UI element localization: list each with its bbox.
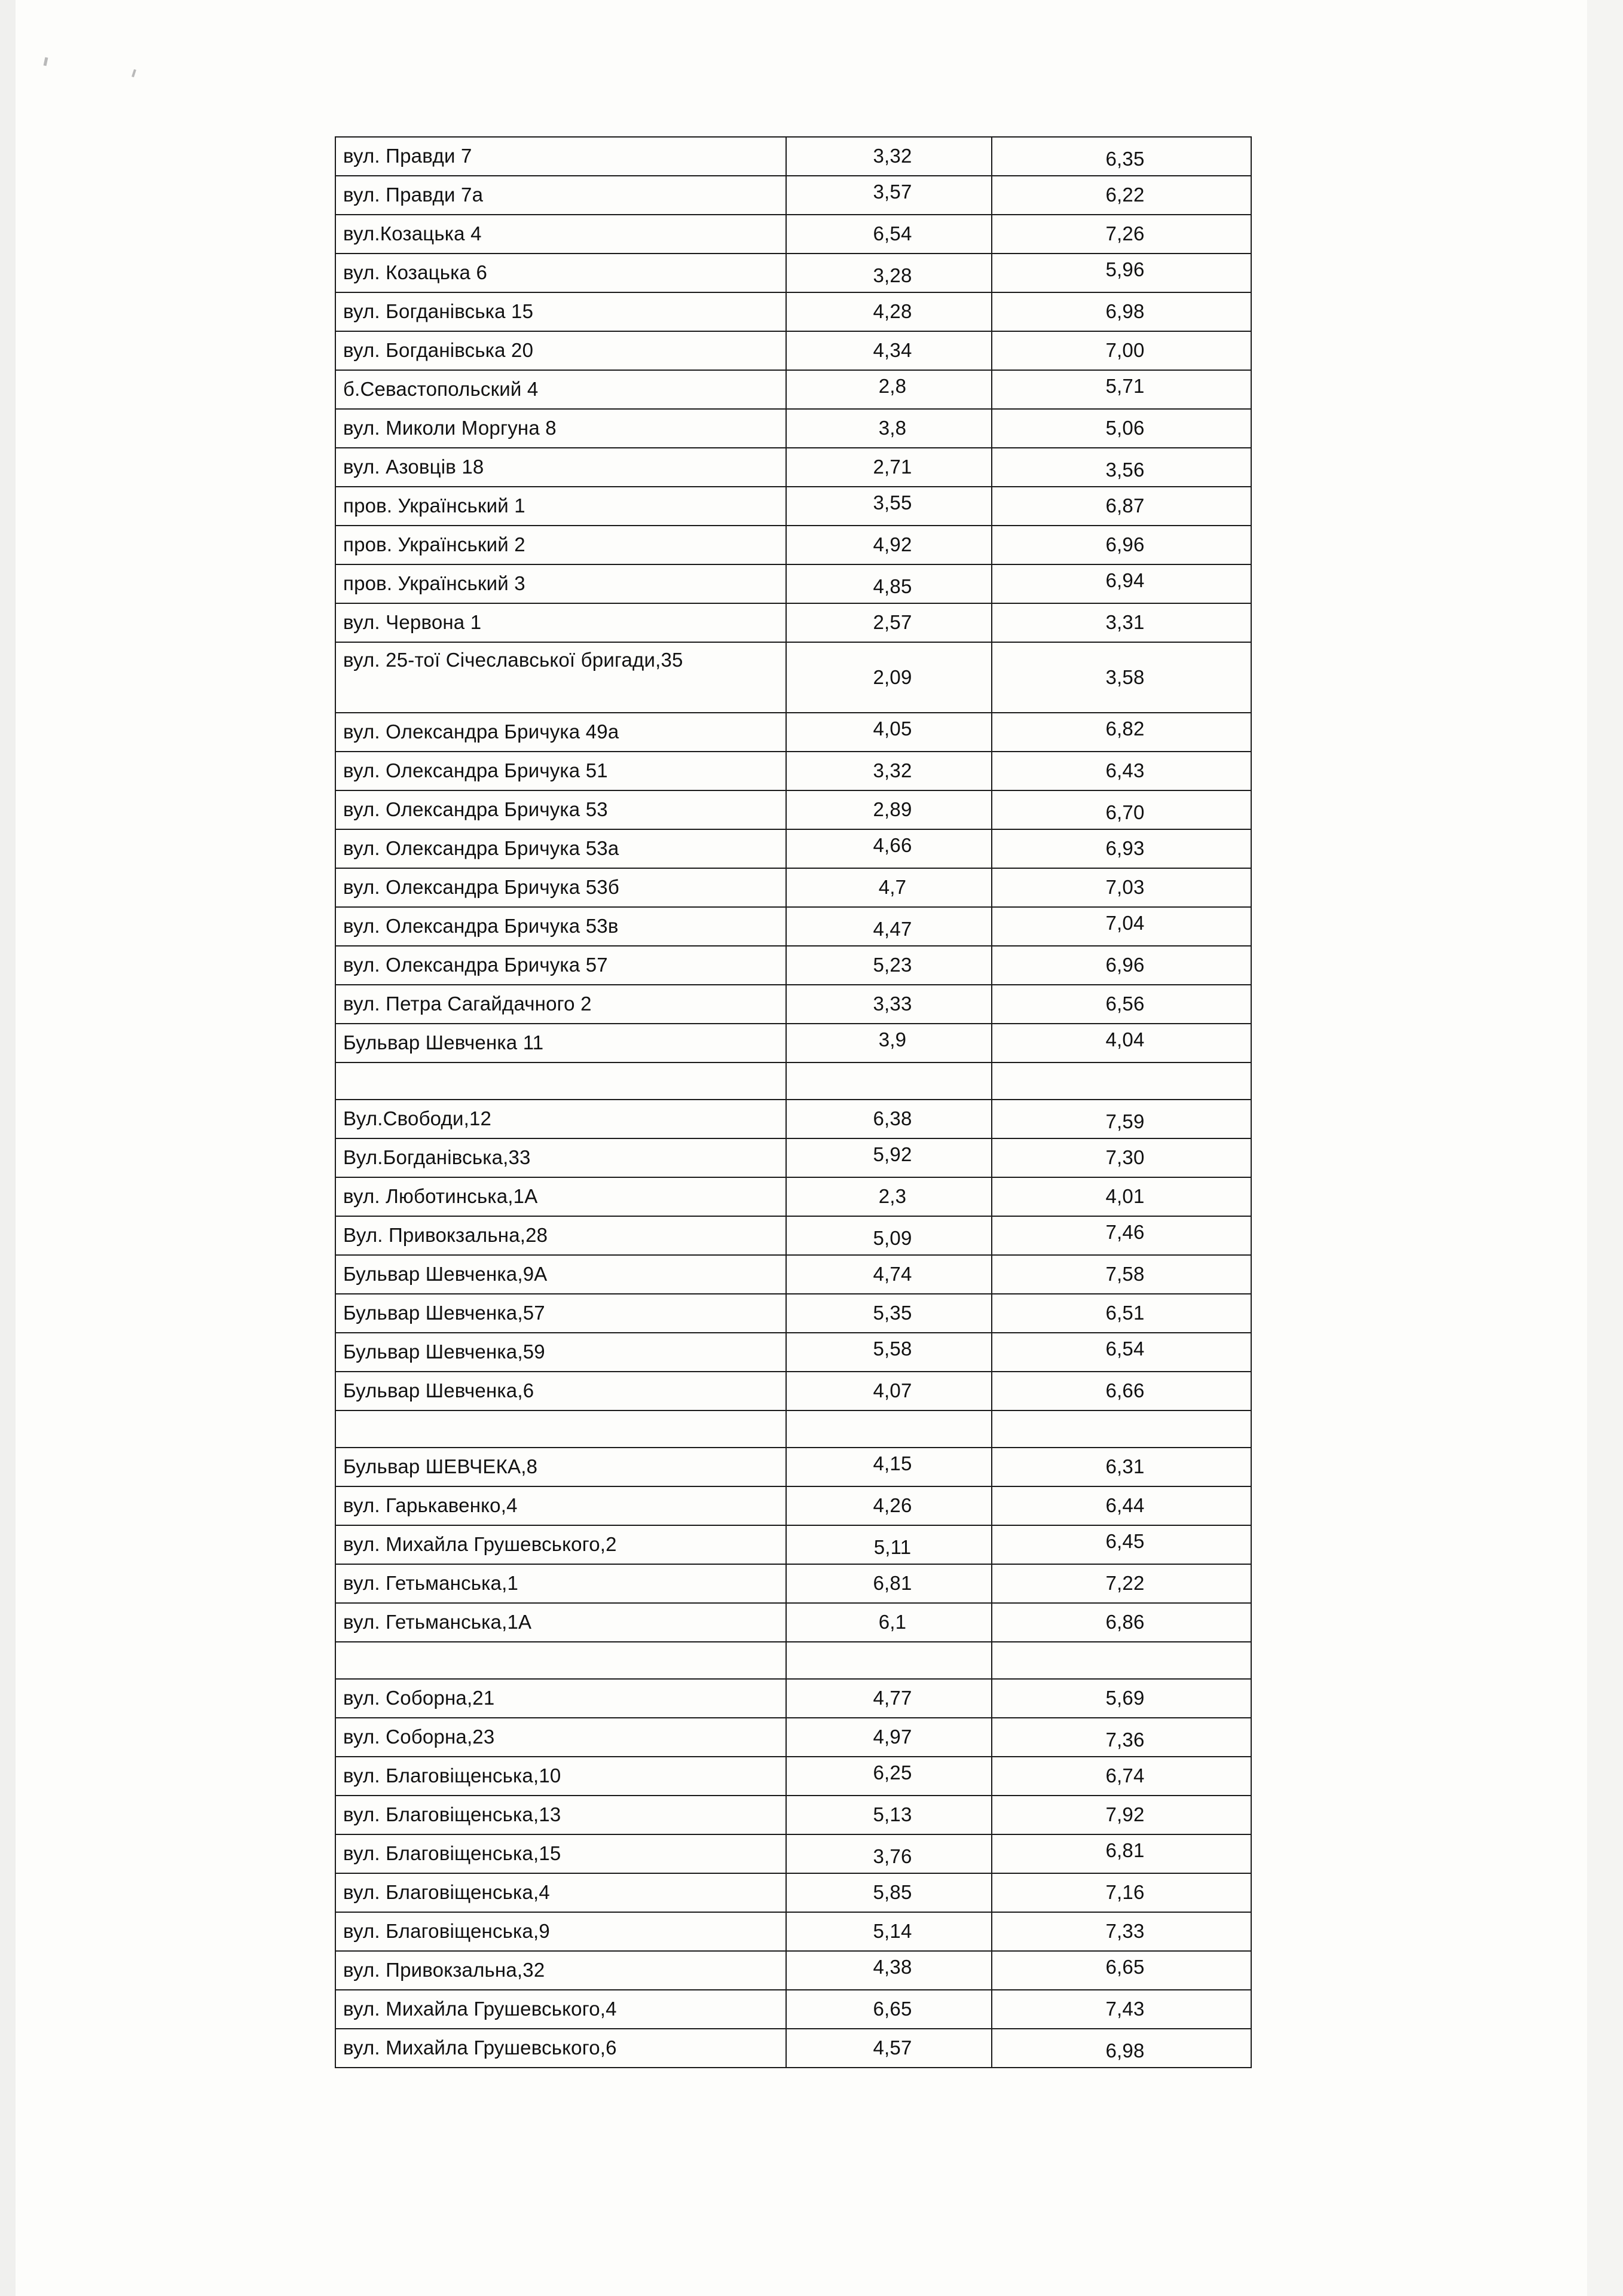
table-row: [335, 1410, 1251, 1448]
value-2-text: 3,56: [1105, 459, 1145, 481]
cell-value-2: [992, 1718, 1251, 1757]
cell-value-1: [786, 1216, 992, 1255]
cell-value-1: [786, 829, 992, 868]
value-1-text: 3,32: [873, 759, 912, 782]
cell-address: пров. Український 2: [335, 526, 786, 564]
value-2-text: 7,30: [1105, 1146, 1145, 1169]
cell-address: вул. Гетьманська,1А: [335, 1603, 786, 1642]
table-row: [335, 907, 1251, 946]
cell-value-2: [992, 1951, 1251, 1990]
value-2-text: 4,04: [1105, 1028, 1145, 1051]
cell-address: вул. Михайла Грушевського,4: [335, 1990, 786, 2029]
table-row: [335, 752, 1251, 790]
value-2-text: 6,66: [1105, 1379, 1145, 1402]
cell-address: Бульвар ШЕВЧЕКА,8: [335, 1448, 786, 1486]
table-row: [335, 487, 1251, 526]
value-1-text: 3,33: [873, 993, 912, 1015]
value-1-text: 5,14: [873, 1920, 912, 1943]
cell-value-1: [786, 1024, 992, 1062]
value-2-text: 7,58: [1105, 1263, 1145, 1286]
table-row: [335, 1718, 1251, 1757]
table-row: [335, 215, 1251, 254]
cell-value-1: [786, 1679, 992, 1718]
cell-value-2: [992, 2029, 1251, 2068]
table-row: [335, 1372, 1251, 1410]
cell-address: вул. Михайла Грушевського,2: [335, 1525, 786, 1564]
cell-value-2: [992, 448, 1251, 487]
cell-address: вул. Олександра Бричука 57: [335, 946, 786, 985]
cell-value-1: [786, 370, 992, 409]
value-1-text: 5,58: [873, 1338, 912, 1360]
cell-address: вул. Благовіщенська,9: [335, 1912, 786, 1951]
cell-address: [335, 1410, 786, 1448]
cell-address: вул. 25-тої Січеславської бригади,35: [335, 642, 786, 713]
cell-address: вул. Благовіщенська,13: [335, 1796, 786, 1834]
cell-value-1: [786, 137, 992, 176]
table-row: [335, 331, 1251, 370]
value-2-text: 7,33: [1105, 1920, 1145, 1943]
value-1-text: 4,28: [873, 300, 912, 323]
value-2-text: 6,98: [1105, 300, 1145, 323]
value-2-text: 6,96: [1105, 954, 1145, 976]
cell-address: вул. Михайла Грушевського,6: [335, 2029, 786, 2068]
value-2-text: 7,36: [1105, 1729, 1145, 1751]
cell-address: Вул. Привокзальна,28: [335, 1216, 786, 1255]
cell-value-1: [786, 1873, 992, 1912]
table-row: [335, 409, 1251, 448]
value-1-text: 2,71: [873, 456, 912, 478]
cell-value-2: [992, 1796, 1251, 1834]
value-2-text: 6,44: [1105, 1494, 1145, 1517]
cell-value-1: [786, 1796, 992, 1834]
table-row: [335, 176, 1251, 215]
value-1-text: 3,8: [878, 417, 907, 439]
cell-value-1: [786, 448, 992, 487]
cell-address: вул. Олександра Бричука 53а: [335, 829, 786, 868]
value-1-text: 5,13: [873, 1803, 912, 1826]
cell-value-2: [992, 1679, 1251, 1718]
value-2-text: 7,03: [1105, 876, 1145, 899]
cell-address: Бульвар Шевченка,9А: [335, 1255, 786, 1294]
value-1-text: 3,28: [873, 264, 912, 287]
cell-address: вул. Олександра Бричука 53в: [335, 907, 786, 946]
cell-address: Бульвар Шевченка,57: [335, 1294, 786, 1333]
table-row: [335, 1873, 1251, 1912]
table-row: [335, 1564, 1251, 1603]
cell-address: вул. Гетьманська,1: [335, 1564, 786, 1603]
value-2-text: 7,16: [1105, 1881, 1145, 1904]
cell-value-1: [786, 254, 992, 292]
cell-value-2: [992, 331, 1251, 370]
table-row: [335, 1912, 1251, 1951]
table-row: [335, 564, 1251, 603]
cell-value-2: [992, 370, 1251, 409]
value-2-text: 5,96: [1105, 258, 1145, 281]
table-row: [335, 790, 1251, 829]
cell-value-1: [786, 1564, 992, 1603]
value-2-text: 7,00: [1105, 339, 1145, 362]
cell-value-2: [992, 868, 1251, 907]
table-row: [335, 370, 1251, 409]
cell-address: б.Севастопольский 4: [335, 370, 786, 409]
value-1-text: 4,97: [873, 1726, 912, 1748]
table-row: [335, 1603, 1251, 1642]
cell-value-1: [786, 1255, 992, 1294]
cell-value-1: [786, 642, 992, 713]
value-2-text: 5,71: [1105, 375, 1145, 398]
value-1-text: 4,15: [873, 1452, 912, 1475]
table-row: [335, 1255, 1251, 1294]
cell-value-1: [786, 985, 992, 1024]
cell-value-1: [786, 1486, 992, 1525]
value-1-text: 4,7: [878, 876, 907, 899]
cell-value-2: [992, 829, 1251, 868]
cell-address: вул. Червона 1: [335, 603, 786, 642]
cell-value-1: [786, 487, 992, 526]
value-1-text: 6,38: [873, 1107, 912, 1130]
table-row: [335, 1024, 1251, 1062]
value-2-text: 6,70: [1105, 801, 1145, 824]
value-2-text: 6,56: [1105, 993, 1145, 1015]
cell-value-2: [992, 790, 1251, 829]
value-2-text: 6,22: [1105, 184, 1145, 206]
cell-value-2: [992, 137, 1251, 176]
cell-address: вул. Миколи Моргуна 8: [335, 409, 786, 448]
cell-value-1: [786, 1138, 992, 1177]
address-values-table-container: [335, 136, 1225, 2068]
table-row: [335, 1448, 1251, 1486]
cell-value-1: [786, 1062, 992, 1100]
value-1-text: 4,92: [873, 533, 912, 556]
cell-value-1: [786, 1642, 992, 1679]
value-2-text: 7,46: [1105, 1221, 1145, 1244]
value-1-text: 5,09: [873, 1227, 912, 1250]
value-1-text: 6,1: [878, 1611, 907, 1634]
value-1-text: 4,05: [873, 718, 912, 740]
cell-address: вул. Благовіщенська,4: [335, 1873, 786, 1912]
value-2-text: 6,96: [1105, 533, 1145, 556]
cell-value-2: [992, 1834, 1251, 1873]
cell-value-1: [786, 1757, 992, 1796]
value-2-text: 6,31: [1105, 1455, 1145, 1478]
value-1-text: 4,34: [873, 339, 912, 362]
cell-value-2: [992, 752, 1251, 790]
value-1-text: 4,47: [873, 918, 912, 941]
table-row: [335, 1486, 1251, 1525]
cell-value-2: [992, 1990, 1251, 2029]
value-2-text: 6,74: [1105, 1764, 1145, 1787]
value-1-text: 3,55: [873, 491, 912, 514]
value-2-text: 5,69: [1105, 1687, 1145, 1709]
cell-value-1: [786, 1834, 992, 1873]
cell-value-2: [992, 1410, 1251, 1448]
cell-address: вул. Азовців 18: [335, 448, 786, 487]
table-row: [335, 254, 1251, 292]
cell-value-1: [786, 1990, 992, 2029]
value-1-text: 4,26: [873, 1494, 912, 1517]
cell-address: вул. Олександра Бричука 49а: [335, 713, 786, 752]
cell-value-1: [786, 1410, 992, 1448]
value-2-text: 6,51: [1105, 1302, 1145, 1324]
cell-value-2: [992, 564, 1251, 603]
cell-address: вул. Правди 7: [335, 137, 786, 176]
value-2-text: 7,22: [1105, 1572, 1145, 1595]
value-1-text: 2,57: [873, 611, 912, 634]
value-1-text: 6,54: [873, 222, 912, 245]
table-row: [335, 1679, 1251, 1718]
value-1-text: 6,81: [873, 1572, 912, 1595]
cell-value-2: [992, 985, 1251, 1024]
cell-value-2: [992, 526, 1251, 564]
table-row: [335, 1100, 1251, 1138]
address-values-table: [335, 136, 1252, 2068]
value-1-text: 6,25: [873, 1761, 912, 1784]
cell-value-2: [992, 1100, 1251, 1138]
cell-value-2: [992, 1525, 1251, 1564]
cell-value-2: [992, 713, 1251, 752]
value-1-text: 4,85: [873, 575, 912, 598]
value-2-text: 6,86: [1105, 1611, 1145, 1634]
cell-value-1: [786, 868, 992, 907]
cell-value-2: [992, 1912, 1251, 1951]
value-2-text: 6,45: [1105, 1530, 1145, 1553]
cell-value-2: [992, 254, 1251, 292]
cell-value-2: [992, 1333, 1251, 1372]
cell-address: вул. Правди 7а: [335, 176, 786, 215]
cell-value-1: [786, 409, 992, 448]
cell-value-1: [786, 1525, 992, 1564]
table-row: [335, 603, 1251, 642]
value-2-text: 7,59: [1105, 1110, 1145, 1133]
table-row: [335, 1062, 1251, 1100]
cell-value-2: [992, 1024, 1251, 1062]
cell-address: вул. Соборна,23: [335, 1718, 786, 1757]
table-row: [335, 1951, 1251, 1990]
value-1-text: 3,76: [873, 1845, 912, 1868]
cell-value-1: [786, 713, 992, 752]
cell-value-2: [992, 946, 1251, 985]
value-1-text: 4,57: [873, 2037, 912, 2059]
cell-address: Бульвар Шевченка,59: [335, 1333, 786, 1372]
cell-value-1: [786, 1177, 992, 1216]
value-2-text: 4,01: [1105, 1185, 1145, 1208]
cell-value-1: [786, 564, 992, 603]
cell-value-2: [992, 1448, 1251, 1486]
table-row: [335, 1525, 1251, 1564]
cell-value-2: [992, 1372, 1251, 1410]
cell-value-2: [992, 1062, 1251, 1100]
table-row: [335, 829, 1251, 868]
table-row: [335, 868, 1251, 907]
table-row: [335, 137, 1251, 176]
value-2-text: 6,65: [1105, 1956, 1145, 1979]
cell-value-2: [992, 409, 1251, 448]
value-2-text: 6,98: [1105, 2039, 1145, 2062]
cell-value-1: [786, 1333, 992, 1372]
table-row: [335, 985, 1251, 1024]
table-row: [335, 1834, 1251, 1873]
cell-value-2: [992, 1757, 1251, 1796]
value-2-text: 7,04: [1105, 912, 1145, 935]
value-2-text: 6,93: [1105, 837, 1145, 860]
cell-address: вул. Олександра Бричука 53б: [335, 868, 786, 907]
value-1-text: 4,74: [873, 1263, 912, 1286]
value-1-text: 2,89: [873, 798, 912, 821]
value-2-text: 6,43: [1105, 759, 1145, 782]
cell-value-2: [992, 1138, 1251, 1177]
value-2-text: 3,31: [1105, 611, 1145, 634]
value-1-text: 5,11: [873, 1536, 912, 1559]
cell-address: Бульвар Шевченка,6: [335, 1372, 786, 1410]
value-1-text: 2,3: [878, 1185, 907, 1208]
cell-address: вул. Петра Сагайдачного 2: [335, 985, 786, 1024]
cell-value-2: [992, 215, 1251, 254]
value-2-text: 6,81: [1105, 1839, 1145, 1862]
cell-value-2: [992, 176, 1251, 215]
cell-value-1: [786, 176, 992, 215]
cell-address: вул.Козацька 4: [335, 215, 786, 254]
cell-value-1: [786, 2029, 992, 2068]
table-body: [335, 137, 1251, 2068]
value-2-text: 6,82: [1105, 718, 1145, 740]
table-row: [335, 448, 1251, 487]
cell-address: вул. Олександра Бричука 51: [335, 752, 786, 790]
cell-value-2: [992, 1255, 1251, 1294]
value-2-text: 7,92: [1105, 1803, 1145, 1826]
value-2-text: 7,26: [1105, 222, 1145, 245]
value-1-text: 5,85: [873, 1881, 912, 1904]
table-row: [335, 292, 1251, 331]
table-row: [335, 1757, 1251, 1796]
cell-address: Вул.Свободи,12: [335, 1100, 786, 1138]
table-row: [335, 2029, 1251, 2068]
cell-value-2: [992, 642, 1251, 713]
value-2-text: 3,58: [1105, 665, 1145, 688]
value-2-text: 6,94: [1105, 569, 1145, 592]
cell-value-1: [786, 292, 992, 331]
value-2-text: 5,06: [1105, 417, 1145, 439]
table-row: [335, 526, 1251, 564]
value-1-text: 4,38: [873, 1956, 912, 1979]
table-row: [335, 1294, 1251, 1333]
cell-value-2: [992, 1177, 1251, 1216]
value-1-text: 6,65: [873, 1998, 912, 2020]
cell-address: вул. Гарькавенко,4: [335, 1486, 786, 1525]
value-1-text: 5,23: [873, 954, 912, 976]
value-1-text: 2,09: [873, 665, 912, 688]
cell-address: вул. Соборна,21: [335, 1679, 786, 1718]
cell-address: вул. Козацька 6: [335, 254, 786, 292]
cell-address: пров. Український 1: [335, 487, 786, 526]
cell-value-2: [992, 1294, 1251, 1333]
cell-value-2: [992, 1216, 1251, 1255]
cell-address: вул. Олександра Бричука 53: [335, 790, 786, 829]
cell-value-2: [992, 1564, 1251, 1603]
cell-value-1: [786, 1912, 992, 1951]
cell-value-2: [992, 1603, 1251, 1642]
cell-value-2: [992, 1642, 1251, 1679]
cell-value-1: [786, 907, 992, 946]
cell-address: Бульвар Шевченка 11: [335, 1024, 786, 1062]
table-row: [335, 1138, 1251, 1177]
cell-value-1: [786, 946, 992, 985]
value-2-text: 6,35: [1105, 148, 1145, 170]
cell-address: пров. Український 3: [335, 564, 786, 603]
cell-address: [335, 1062, 786, 1100]
cell-address: Вул.Богданівська,33: [335, 1138, 786, 1177]
value-1-text: 5,92: [873, 1143, 912, 1166]
table-row: [335, 946, 1251, 985]
cell-value-2: [992, 487, 1251, 526]
table-row: [335, 1642, 1251, 1679]
page-left-edge: [0, 0, 16, 2296]
table-row: [335, 1216, 1251, 1255]
table-row: [335, 642, 1251, 713]
value-1-text: 3,9: [878, 1028, 907, 1051]
value-1-text: 4,66: [873, 834, 912, 857]
value-1-text: 4,07: [873, 1379, 912, 1402]
value-1-text: 4,77: [873, 1687, 912, 1709]
cell-value-1: [786, 603, 992, 642]
cell-value-2: [992, 907, 1251, 946]
cell-address: вул. Благовіщенська,10: [335, 1757, 786, 1796]
table-row: [335, 1796, 1251, 1834]
cell-value-2: [992, 292, 1251, 331]
cell-value-1: [786, 526, 992, 564]
cell-value-1: [786, 1100, 992, 1138]
table-row: [335, 1177, 1251, 1216]
value-2-text: 7,43: [1105, 1998, 1145, 2020]
page-right-edge: [1587, 0, 1623, 2296]
cell-value-2: [992, 1486, 1251, 1525]
cell-value-1: [786, 215, 992, 254]
cell-address: вул. Благовіщенська,15: [335, 1834, 786, 1873]
cell-value-2: [992, 1873, 1251, 1912]
value-1-text: 3,57: [873, 181, 912, 203]
cell-value-1: [786, 1951, 992, 1990]
cell-value-1: [786, 1603, 992, 1642]
value-1-text: 2,8: [878, 375, 907, 398]
cell-value-1: [786, 1372, 992, 1410]
cell-address: вул. Богданівська 15: [335, 292, 786, 331]
value-2-text: 6,87: [1105, 494, 1145, 517]
cell-value-1: [786, 1718, 992, 1757]
value-2-text: 6,54: [1105, 1338, 1145, 1360]
table-row: [335, 1990, 1251, 2029]
table-row: [335, 713, 1251, 752]
cell-address: [335, 1642, 786, 1679]
cell-value-1: [786, 1294, 992, 1333]
cell-value-2: [992, 603, 1251, 642]
value-1-text: 5,35: [873, 1302, 912, 1324]
cell-address: вул. Люботинська,1А: [335, 1177, 786, 1216]
cell-value-1: [786, 331, 992, 370]
cell-value-1: [786, 1448, 992, 1486]
table-row: [335, 1333, 1251, 1372]
cell-address: вул. Привокзальна,32: [335, 1951, 786, 1990]
cell-address: вул. Богданівська 20: [335, 331, 786, 370]
value-1-text: 3,32: [873, 145, 912, 167]
cell-value-1: [786, 752, 992, 790]
cell-value-1: [786, 790, 992, 829]
